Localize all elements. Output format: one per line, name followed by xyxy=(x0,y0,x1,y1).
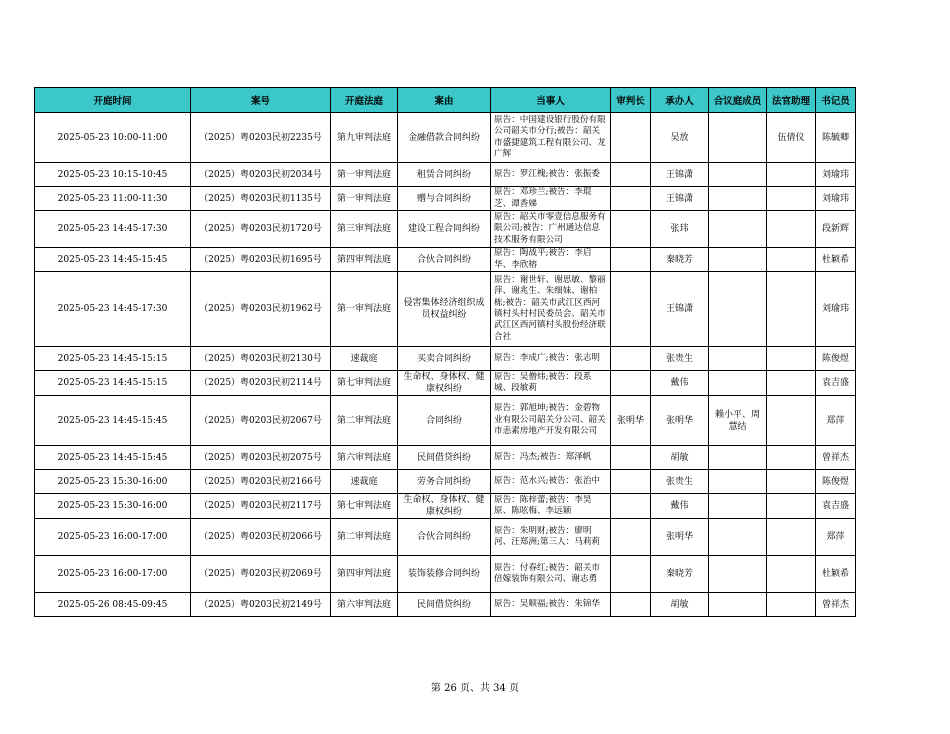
cell-reason: 劳务合同纠纷 xyxy=(398,470,491,494)
cell-presiding xyxy=(611,347,651,371)
cell-parties: 原告：吴顺福;被告：朱锦华 xyxy=(491,593,611,617)
cell-parties: 原告：冯杰;被告：郑泽帆 xyxy=(491,446,611,470)
cell-time: 2025-05-23 14:45-17:30 xyxy=(35,211,191,248)
header-cell-handler: 承办人 xyxy=(651,88,709,113)
cell-court: 速裁庭 xyxy=(331,470,398,494)
cell-presiding xyxy=(611,272,651,347)
cell-clerk: 曾祥杰 xyxy=(816,446,856,470)
cell-handler: 吴放 xyxy=(651,113,709,163)
cell-reason: 建设工程合同纠纷 xyxy=(398,211,491,248)
cell-clerk: 刘瑜玮 xyxy=(816,187,856,211)
cell-court: 第一审判法庭 xyxy=(331,163,398,187)
cell-panel xyxy=(709,470,767,494)
header-cell-assistant: 法官助理 xyxy=(767,88,816,113)
cell-presiding xyxy=(611,163,651,187)
cell-panel xyxy=(709,371,767,396)
cell-time: 2025-05-23 14:45-15:15 xyxy=(35,347,191,371)
cell-court: 第一审判法庭 xyxy=(331,187,398,211)
cell-handler: 张明华 xyxy=(651,519,709,556)
cell-handler: 戴伟 xyxy=(651,371,709,396)
table-row xyxy=(35,163,856,187)
cell-reason: 生命权、身体权、健康权纠纷 xyxy=(398,494,491,519)
cell-assistant xyxy=(767,248,816,272)
cell-case-no: （2025）粤0203民初2066号 xyxy=(191,519,331,556)
cell-handler: 王锦潇 xyxy=(651,187,709,211)
cell-presiding xyxy=(611,248,651,272)
cell-panel xyxy=(709,593,767,617)
cell-time: 2025-05-23 10:00-11:00 xyxy=(35,113,191,163)
cell-court: 第七审判法庭 xyxy=(331,494,398,519)
cell-presiding: 张明华 xyxy=(611,396,651,446)
cell-assistant xyxy=(767,470,816,494)
table-row xyxy=(35,494,856,519)
cell-panel xyxy=(709,556,767,593)
cell-time: 2025-05-23 16:00-17:00 xyxy=(35,519,191,556)
cell-clerk: 陈俊煜 xyxy=(816,470,856,494)
table-row xyxy=(35,248,856,272)
cell-assistant xyxy=(767,347,816,371)
cell-reason: 合同纠纷 xyxy=(398,396,491,446)
cell-presiding xyxy=(611,494,651,519)
cell-case-no: （2025）粤0203民初2114号 xyxy=(191,371,331,396)
cell-reason: 租赁合同纠纷 xyxy=(398,163,491,187)
cell-case-no: （2025）粤0203民初2166号 xyxy=(191,470,331,494)
page-number: 第 26 页、共 34 页 xyxy=(430,683,520,694)
cell-clerk: 陈俊煜 xyxy=(816,347,856,371)
cell-handler: 张玮 xyxy=(651,211,709,248)
cell-parties: 原告：郭旭坤;被告：金碧物业有限公司韶关分公司、韶关市恚素房地产开发有限公司 xyxy=(491,396,611,446)
cell-clerk: 郑萍 xyxy=(816,396,856,446)
cell-case-no: （2025）粤0203民初2069号 xyxy=(191,556,331,593)
cell-case-no: （2025）粤0203民初1962号 xyxy=(191,272,331,347)
cell-panel xyxy=(709,519,767,556)
cell-case-no: （2025）粤0203民初2075号 xyxy=(191,446,331,470)
cell-time: 2025-05-23 15:30-16:00 xyxy=(35,470,191,494)
cell-time: 2025-05-23 14:45-15:45 xyxy=(35,248,191,272)
cell-time: 2025-05-23 10:15-10:45 xyxy=(35,163,191,187)
cell-court: 第四审判法庭 xyxy=(331,248,398,272)
hearing-schedule-table xyxy=(34,87,856,617)
cell-handler: 张贵生 xyxy=(651,470,709,494)
header-row xyxy=(35,88,856,113)
cell-court: 第六审判法庭 xyxy=(331,446,398,470)
cell-reason: 侵害集体经济组织成员权益纠纷 xyxy=(398,272,491,347)
cell-court: 第四审判法庭 xyxy=(331,556,398,593)
cell-presiding xyxy=(611,556,651,593)
cell-case-no: （2025）粤0203民初2149号 xyxy=(191,593,331,617)
cell-panel xyxy=(709,113,767,163)
header-cell-reason: 案由 xyxy=(398,88,491,113)
cell-panel xyxy=(709,211,767,248)
cell-panel xyxy=(709,446,767,470)
cell-clerk: 杜颖希 xyxy=(816,556,856,593)
cell-case-no: （2025）粤0203民初2117号 xyxy=(191,494,331,519)
cell-parties: 原告：中国建设银行股份有限公司韶关市分行;被告：韶关市盛捷建筑工程有限公司、龙广辉 xyxy=(491,113,611,163)
cell-parties: 原告：邓珍兰;被告：李琨芝、谭香娣 xyxy=(491,187,611,211)
cell-clerk: 陈毓卿 xyxy=(816,113,856,163)
cell-reason: 装饰装修合同纠纷 xyxy=(398,556,491,593)
cell-court: 第一审判法庭 xyxy=(331,272,398,347)
cell-presiding xyxy=(611,470,651,494)
cell-parties: 原告：韶关市零壹信息服务有限公司;被告：广州通达信息技术服务有限公司 xyxy=(491,211,611,248)
cell-assistant xyxy=(767,187,816,211)
cell-assistant xyxy=(767,446,816,470)
cell-assistant: 伍倩仪 xyxy=(767,113,816,163)
cell-clerk: 袁吉盛 xyxy=(816,494,856,519)
cell-time: 2025-05-26 08:45-09:45 xyxy=(35,593,191,617)
cell-parties: 原告：范水兴;被告：张治中 xyxy=(491,470,611,494)
cell-handler: 王锦潇 xyxy=(651,163,709,187)
table-row xyxy=(35,187,856,211)
table-row xyxy=(35,113,856,163)
cell-clerk: 段新辉 xyxy=(816,211,856,248)
header-cell-panel: 合议庭成员 xyxy=(709,88,767,113)
cell-presiding xyxy=(611,371,651,396)
cell-reason: 合伙合同纠纷 xyxy=(398,519,491,556)
table-row xyxy=(35,396,856,446)
header-cell-parties: 当事人 xyxy=(491,88,611,113)
cell-time: 2025-05-23 15:30-16:00 xyxy=(35,494,191,519)
cell-clerk: 曾祥杰 xyxy=(816,593,856,617)
cell-parties: 原告：付春红;被告：韶关市倍嫁装饰有限公司、谢志勇 xyxy=(491,556,611,593)
cell-assistant xyxy=(767,211,816,248)
cell-reason: 民间借贷纠纷 xyxy=(398,446,491,470)
cell-clerk: 郑萍 xyxy=(816,519,856,556)
cell-case-no: （2025）粤0203民初1695号 xyxy=(191,248,331,272)
cell-parties: 原告：李成广;被告：张志明 xyxy=(491,347,611,371)
cell-case-no: （2025）粤0203民初1135号 xyxy=(191,187,331,211)
cell-presiding xyxy=(611,519,651,556)
header-cell-case-no: 案号 xyxy=(191,88,331,113)
cell-reason: 民间借贷纠纷 xyxy=(398,593,491,617)
cell-assistant xyxy=(767,494,816,519)
cell-assistant xyxy=(767,593,816,617)
cell-parties: 原告：罗江槐;被告：张振委 xyxy=(491,163,611,187)
cell-parties: 原告：陶战平;被告：李启华、李欣榕 xyxy=(491,248,611,272)
cell-handler: 秦晓芳 xyxy=(651,556,709,593)
cell-reason: 买卖合同纠纷 xyxy=(398,347,491,371)
table-row xyxy=(35,272,856,347)
cell-parties: 原告：陈梓蕾;被告：李昊原、陈呟梅、李远颖 xyxy=(491,494,611,519)
cell-handler: 秦晓芳 xyxy=(651,248,709,272)
cell-clerk: 刘瑜玮 xyxy=(816,163,856,187)
table-row xyxy=(35,211,856,248)
cell-case-no: （2025）粤0203民初1720号 xyxy=(191,211,331,248)
cell-assistant xyxy=(767,371,816,396)
cell-handler: 胡敏 xyxy=(651,593,709,617)
cell-case-no: （2025）粤0203民初2235号 xyxy=(191,113,331,163)
cell-panel xyxy=(709,163,767,187)
cell-panel xyxy=(709,272,767,347)
cell-handler: 戴伟 xyxy=(651,494,709,519)
cell-panel xyxy=(709,187,767,211)
cell-handler: 张贵生 xyxy=(651,347,709,371)
header-cell-presiding: 审判长 xyxy=(611,88,651,113)
header-cell-time: 开庭时间 xyxy=(35,88,191,113)
cell-time: 2025-05-23 11:00-11:30 xyxy=(35,187,191,211)
cell-case-no: （2025）粤0203民初2130号 xyxy=(191,347,331,371)
table-row xyxy=(35,371,856,396)
cell-court: 第二审判法庭 xyxy=(331,396,398,446)
cell-panel xyxy=(709,347,767,371)
cell-handler: 王锦潇 xyxy=(651,272,709,347)
cell-case-no: （2025）粤0203民初2034号 xyxy=(191,163,331,187)
cell-court: 速裁庭 xyxy=(331,347,398,371)
cell-presiding xyxy=(611,211,651,248)
header-cell-court: 开庭法庭 xyxy=(331,88,398,113)
cell-clerk: 刘瑜玮 xyxy=(816,272,856,347)
cell-assistant xyxy=(767,272,816,347)
cell-time: 2025-05-23 14:45-17:30 xyxy=(35,272,191,347)
cell-court: 第七审判法庭 xyxy=(331,371,398,396)
cell-time: 2025-05-23 14:45-15:45 xyxy=(35,446,191,470)
cell-panel xyxy=(709,248,767,272)
cell-handler: 胡敏 xyxy=(651,446,709,470)
cell-presiding xyxy=(611,187,651,211)
cell-panel: 赖小平、周慧结 xyxy=(709,396,767,446)
table-row xyxy=(35,593,856,617)
cell-reason: 合伙合同纠纷 xyxy=(398,248,491,272)
cell-court: 第二审判法庭 xyxy=(331,519,398,556)
cell-parties: 原告：朱明财;被告：廖明河、汪郑洲;第三人：马莉莉 xyxy=(491,519,611,556)
cell-clerk: 袁吉盛 xyxy=(816,371,856,396)
header-cell-clerk: 书记员 xyxy=(816,88,856,113)
cell-assistant xyxy=(767,163,816,187)
cell-time: 2025-05-23 14:45-15:15 xyxy=(35,371,191,396)
cell-parties: 原告：谢世轩、谢思敏、黎丽萍、谢兆生、朱细妹、谢柏栋;被告：韶关市武江区西河镇村头村村民委员会、韶关市武江区西河镇村头股份经济联合社 xyxy=(491,272,611,347)
cell-clerk: 杜颖希 xyxy=(816,248,856,272)
table-row xyxy=(35,519,856,556)
table-row xyxy=(35,470,856,494)
cell-court: 第九审判法庭 xyxy=(331,113,398,163)
cell-assistant xyxy=(767,519,816,556)
cell-case-no: （2025）粤0203民初2067号 xyxy=(191,396,331,446)
cell-panel xyxy=(709,494,767,519)
cell-time: 2025-05-23 16:00-17:00 xyxy=(35,556,191,593)
cell-parties: 原告：吴僧炜;被告：段系城、段敏莉 xyxy=(491,371,611,396)
table-row xyxy=(35,556,856,593)
table-row xyxy=(35,347,856,371)
cell-assistant xyxy=(767,556,816,593)
cell-handler: 张明华 xyxy=(651,396,709,446)
cell-court: 第三审判法庭 xyxy=(331,211,398,248)
cell-reason: 金融借款合同纠纷 xyxy=(398,113,491,163)
cell-presiding xyxy=(611,593,651,617)
cell-time: 2025-05-23 14:45-15:45 xyxy=(35,396,191,446)
cell-presiding xyxy=(611,446,651,470)
cell-presiding xyxy=(611,113,651,163)
cell-reason: 赠与合同纠纷 xyxy=(398,187,491,211)
cell-assistant xyxy=(767,396,816,446)
cell-court: 第六审判法庭 xyxy=(331,593,398,617)
cell-reason: 生命权、身体权、健康权纠纷 xyxy=(398,371,491,396)
table-row xyxy=(35,446,856,470)
